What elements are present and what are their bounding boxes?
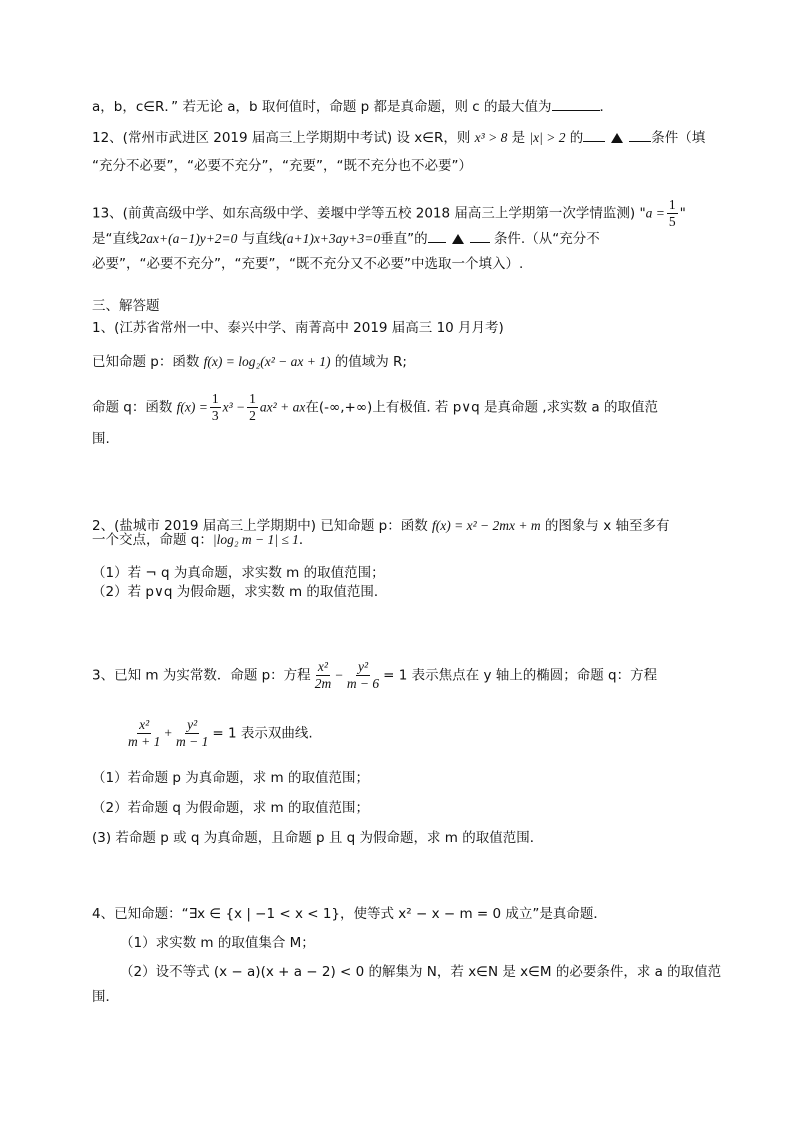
s1-q-tail: 围. xyxy=(92,431,110,447)
triangle-icon xyxy=(452,234,464,244)
q13-line2 xyxy=(92,228,702,249)
s1-frac1-num: 1 xyxy=(210,392,221,408)
s2-text-c: 一个交点，命题 q： xyxy=(92,532,213,548)
s3-frac4-den: m − 1 xyxy=(175,734,209,750)
q13-quote: " xyxy=(679,205,686,222)
s3-frac3-num: x² xyxy=(137,718,151,734)
s3-frac4 xyxy=(174,718,210,749)
s3-frac3 xyxy=(126,718,162,749)
q13-line1 xyxy=(92,198,702,229)
q13-text-d: 垂直”的 xyxy=(380,231,428,247)
q13-blank-left xyxy=(428,228,446,243)
s2-line2 xyxy=(92,530,702,550)
s3-frac2-num: y² xyxy=(356,660,370,676)
s1-p-math: f(x) = log₂(x² − ax + 1) xyxy=(203,354,331,369)
q12-line1 xyxy=(92,127,706,148)
s3-text-a: 3、已知 m 为实常数．命题 p：方程 xyxy=(92,667,311,684)
s1-q-math3: ax² + ax xyxy=(259,399,306,415)
q12-text-b: 是 xyxy=(511,130,526,146)
s4-part2: （2）设不等式 (x − a)(x + a − 2) < 0 的解集为 N，若 x∈N 是 x∈M 的必要条件，求 a 的取值范 xyxy=(120,964,722,980)
q13-text-e: 条件.（从“充分不 xyxy=(493,231,600,247)
q12-math2: |x| > 2 xyxy=(529,130,566,145)
s2-text-end: ． xyxy=(298,532,313,548)
s3-line2 xyxy=(124,718,702,749)
q11-text: a，b，c∈R．” 若无论 a，b 取何值时，命题 p 都是真命题，则 c 的最大值为 xyxy=(92,99,552,115)
s1-p-text-b: 的值域为 R; xyxy=(334,354,407,370)
s4-part2-tail: 围． xyxy=(92,989,119,1005)
q12-line2: “充分不必要”，“必要不充分”，“充要”，“既不充分也不必要”） xyxy=(92,158,472,174)
q13-frac-num: 1 xyxy=(667,198,678,214)
s4-part1: （1）求实数 m 的取值集合 M； xyxy=(120,935,315,951)
s3-text-b: = 1 表示焦点在 y 轴上的椭圆；命题 q：方程 xyxy=(383,667,658,684)
q13-text-b: 是“直线 xyxy=(92,231,140,247)
s2-math2: |log₂ m − 1| ≤ 1 xyxy=(212,532,299,547)
s3-text-c: = 1 表示双曲线. xyxy=(212,725,313,742)
s1-prop-q xyxy=(92,392,702,423)
q13-frac-den: 5 xyxy=(668,214,676,230)
s3-frac2-den: m − 6 xyxy=(346,676,380,692)
s2-text-a: 2、(盐城市 2019 届高三上学期期中) 已知命题 p：函数 xyxy=(92,518,428,534)
q13-blank-right xyxy=(470,228,490,243)
s1-frac2-den: 2 xyxy=(249,408,256,424)
s3-part1: （1）若命题 p 为真命题，求 m 的取值范围； xyxy=(92,770,369,786)
s3-plus: + xyxy=(164,725,172,741)
s2-text-b: 的图象与 x 轴至多有 xyxy=(544,518,670,534)
s2-part1: （1）若 ¬ q 为真命题，求实数 m 的取值范围； xyxy=(92,565,385,581)
q12-blank-right xyxy=(629,127,651,142)
q11-tail-line xyxy=(92,96,702,117)
s1-p-text: 已知命题 p：函数 xyxy=(92,354,200,370)
q12-text-d: 条件（填 xyxy=(651,130,706,146)
q13-text-a: 13、(前黄高级中学、如东高级中学、姜堰中学等五校 2018 届高三上学期第一次学情监测) " xyxy=(92,205,646,222)
s3-frac1 xyxy=(313,660,334,691)
s3-frac4-num: y² xyxy=(185,718,199,734)
s3-frac1-num: x² xyxy=(316,660,330,676)
s3-part3: (3) 若命题 p 或 q 为真命题，且命题 p 且 q 为假命题，求 m 的取值范围． xyxy=(92,830,544,846)
q13-line-eq2: (a+1)x+3ay+3=0 xyxy=(282,231,381,246)
s1-prop-p xyxy=(92,352,702,372)
s2-part2: （2）若 p∨q 为假命题，求实数 m 的取值范围． xyxy=(92,584,388,600)
s2-math: f(x) = x² − 2mx + m xyxy=(432,518,541,533)
s1-q-math2: x³ − xyxy=(222,399,246,415)
s1-q-math1: f(x) = xyxy=(176,399,208,415)
q13-line3: 必要”，“必要不充分”，“充要”，“既不充分又不必要”中选取一个填入）. xyxy=(92,256,524,272)
q13-math-a: a = xyxy=(645,205,665,221)
q12-blank-left xyxy=(583,127,605,142)
s3-frac2 xyxy=(345,660,381,691)
q12-text-c: 的 xyxy=(569,130,584,146)
s1-frac2-num: 1 xyxy=(247,392,258,408)
s1-title: 1、(江苏省常州一中、泰兴中学、南菁高中 2019 届高三 10 月月考) xyxy=(92,320,504,336)
s4-line1: 4、已知命题：“∃x ∈ {x | −1 < x < 1}，使等式 x² − x − m = 0 成立”是真命题． xyxy=(92,906,607,922)
q11-end: ． xyxy=(599,99,614,115)
s3-line1 xyxy=(92,660,702,691)
s1-frac1 xyxy=(210,392,221,423)
s1-frac2 xyxy=(247,392,258,423)
s1-q-text: 命题 q：函数 xyxy=(92,399,173,416)
q13-text-c: 与直线 xyxy=(241,231,283,247)
s3-minus: − xyxy=(335,667,343,683)
q12-text-a: 12、(常州市武进区 2019 届高三上学期期中考试) 设 x∈R，则 xyxy=(92,130,471,146)
q11-blank xyxy=(552,96,600,111)
s3-frac3-den: m + 1 xyxy=(128,734,161,750)
q13-fraction xyxy=(667,198,678,229)
s1-q-text-b: 在(-∞,+∞)上有极值. 若 p∨q 是真命题 ,求实数 a 的取值范 xyxy=(305,399,658,416)
s3-frac1-den: 2m xyxy=(314,676,332,692)
s1-frac1-den: 3 xyxy=(211,408,219,424)
section-heading: 三、解答题 xyxy=(92,298,160,314)
s3-part2: （2）若命题 q 为假命题，求 m 的取值范围； xyxy=(92,800,369,816)
q12-math1: x³ > 8 xyxy=(474,130,508,145)
q13-line-eq1: 2ax+(a−1)y+2=0 xyxy=(139,231,238,246)
triangle-icon xyxy=(611,133,623,143)
